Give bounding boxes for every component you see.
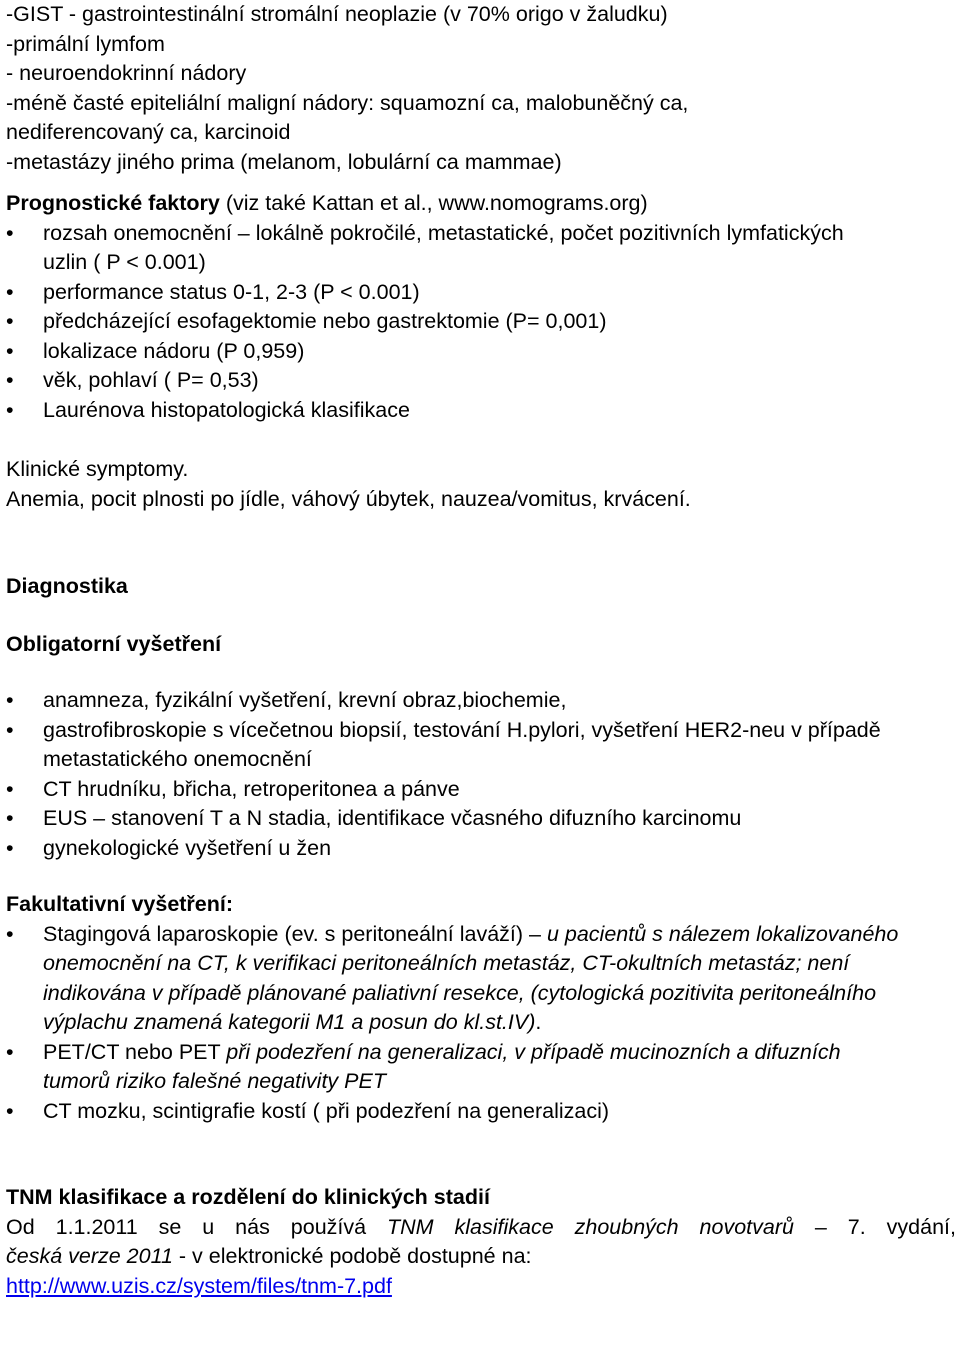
tnm-paragraph-2	[6, 1242, 956, 1272]
list-item-tail: .	[535, 1010, 542, 1034]
list-item	[6, 278, 956, 308]
prognostic-heading-rest: (viz také Kattan et al., www.nomograms.org)	[219, 191, 648, 215]
bullet-icon: •	[6, 806, 14, 830]
tnm-text-end: - v elektronické podobě dostupné na:	[172, 1244, 532, 1268]
prognostic-heading-bold: Prognostické faktory	[6, 191, 220, 215]
intro-line: -méně časté epiteliální maligní nádory: squamozní ca, malobuněčný ca,	[6, 90, 689, 115]
bullet-icon: •	[6, 309, 14, 333]
intro-line: -GIST - gastrointestinální stromální neoplazie (v 70% origo v žaludku)	[6, 2, 668, 26]
list-item	[6, 686, 956, 716]
tnm-text-italic-2: česká verze 2011	[6, 1244, 173, 1268]
list-item	[6, 804, 956, 834]
tnm-text-italic: TNM klasifikace zhoubných novotvarů	[387, 1214, 794, 1239]
bullet-icon: •	[6, 368, 14, 392]
intro-line: -metastázy jiného prima (melanom, lobulární ca mammae)	[6, 149, 562, 174]
bullet-icon: •	[6, 397, 14, 422]
list-item-text: gastrofibroskopie s vícečetnou biopsií, testování H.pylori, vyšetření HER2-neu v případě metastatického onemocnění	[43, 717, 881, 771]
bullet-icon: •	[6, 921, 14, 946]
intro-line: - neuroendokrinní nádory	[6, 61, 247, 85]
optional-list	[6, 920, 956, 1127]
bullet-icon: •	[6, 220, 14, 245]
list-item-text: CT hrudníku, břicha, retroperitonea a pánve	[43, 776, 460, 801]
list-item-text: Laurénova histopatologická klasifikace	[43, 397, 410, 422]
tnm-section	[6, 1183, 956, 1301]
optional-heading: Fakultativní vyšetření:	[6, 892, 234, 916]
bullet-icon: •	[6, 835, 14, 860]
list-item-italic-text: při podezření na generalizaci, v případě mucinozních a difuzních tumorů riziko falešné negativity PET	[43, 1039, 841, 1093]
diagnostika-heading: Diagnostika	[6, 574, 128, 598]
list-item-text: předcházející esofagektomie nebo gastrektomie (P= 0,001)	[43, 309, 607, 333]
list-item-text: lokalizace nádoru (P 0,959)	[43, 338, 305, 363]
list-item-text: gynekologické vyšetření u žen	[43, 835, 332, 860]
list-item	[6, 716, 956, 775]
tnm-text-middle: – 7. vydání,	[793, 1214, 956, 1239]
tnm-pdf-link[interactable]: http://www.uzis.cz/system/files/tnm-7.pdf	[6, 1273, 392, 1298]
list-item	[6, 337, 956, 367]
list-item	[6, 396, 956, 426]
list-item	[6, 366, 956, 396]
prognostic-list	[6, 219, 956, 426]
obligatory-list	[6, 686, 956, 863]
document-page	[6, 0, 956, 1301]
diagnostika-section	[6, 572, 956, 1126]
list-item-text: performance status 0-1, 2-3 (P < 0.001)	[43, 279, 420, 304]
list-item-italic-text: u pacientů s nálezem lokalizovaného onemocnění na CT, k verifikaci peritoneálních metastáz, CT-okultních metastáz; není indikována v případě plánované paliativní resekce, (cytologická pozitivita peritoneálního výplachu znamená kategorii M1 a posun do kl.st.IV)	[43, 921, 899, 1034]
bullet-icon: •	[6, 688, 14, 712]
intro-line: nediferencovaný ca, karcinoid	[6, 120, 291, 144]
list-item-text: rozsah onemocnění – lokálně pokročilé, metastatické, počet pozitivních lymfatických uzlin ( P < 0.001)	[43, 220, 844, 274]
symptoms-section	[6, 455, 956, 514]
list-item	[6, 1097, 956, 1127]
intro-line: -primální lymfom	[6, 31, 165, 56]
list-item-text: EUS – stanovení T a N stadia, identifikace včasného difuzního karcinomu	[43, 806, 742, 830]
list-item-text: CT mozku, scintigrafie kostí ( při podezření na generalizaci)	[43, 1098, 610, 1123]
bullet-icon: •	[6, 717, 14, 742]
list-item-text: věk, pohlaví ( P= 0,53)	[43, 368, 259, 392]
list-item-text: PET/CT nebo PET	[43, 1039, 227, 1064]
list-item	[6, 1038, 956, 1097]
prognostic-section	[6, 189, 956, 425]
bullet-icon: •	[6, 279, 14, 304]
tnm-heading: TNM klasifikace a rozdělení do klinických stadií	[6, 1185, 490, 1209]
symptoms-heading: Klinické symptomy.	[6, 457, 189, 481]
symptoms-text: Anemia, pocit plnosti po jídle, váhový úbytek, nauzea/vomitus, krvácení.	[6, 486, 691, 511]
list-item	[6, 834, 956, 864]
tnm-link-line	[6, 1272, 956, 1302]
tnm-paragraph	[6, 1213, 956, 1243]
obligatory-heading: Obligatorní vyšetření	[6, 631, 222, 656]
list-item	[6, 307, 956, 337]
list-item	[6, 920, 956, 1038]
intro-section	[6, 0, 956, 177]
prognostic-heading	[6, 189, 956, 219]
tnm-text-start: Od 1.1.2011 se u nás používá	[6, 1214, 388, 1239]
list-item-text: Stagingová laparoskopie (ev. s peritoneální laváží) –	[43, 921, 547, 946]
bullet-icon: •	[6, 1039, 14, 1064]
list-item-text: anamneza, fyzikální vyšetření, krevní obraz,biochemie,	[43, 688, 567, 712]
list-item	[6, 775, 956, 805]
bullet-icon: •	[6, 776, 14, 801]
list-item	[6, 219, 956, 278]
bullet-icon: •	[6, 1098, 14, 1123]
bullet-icon: •	[6, 338, 14, 363]
